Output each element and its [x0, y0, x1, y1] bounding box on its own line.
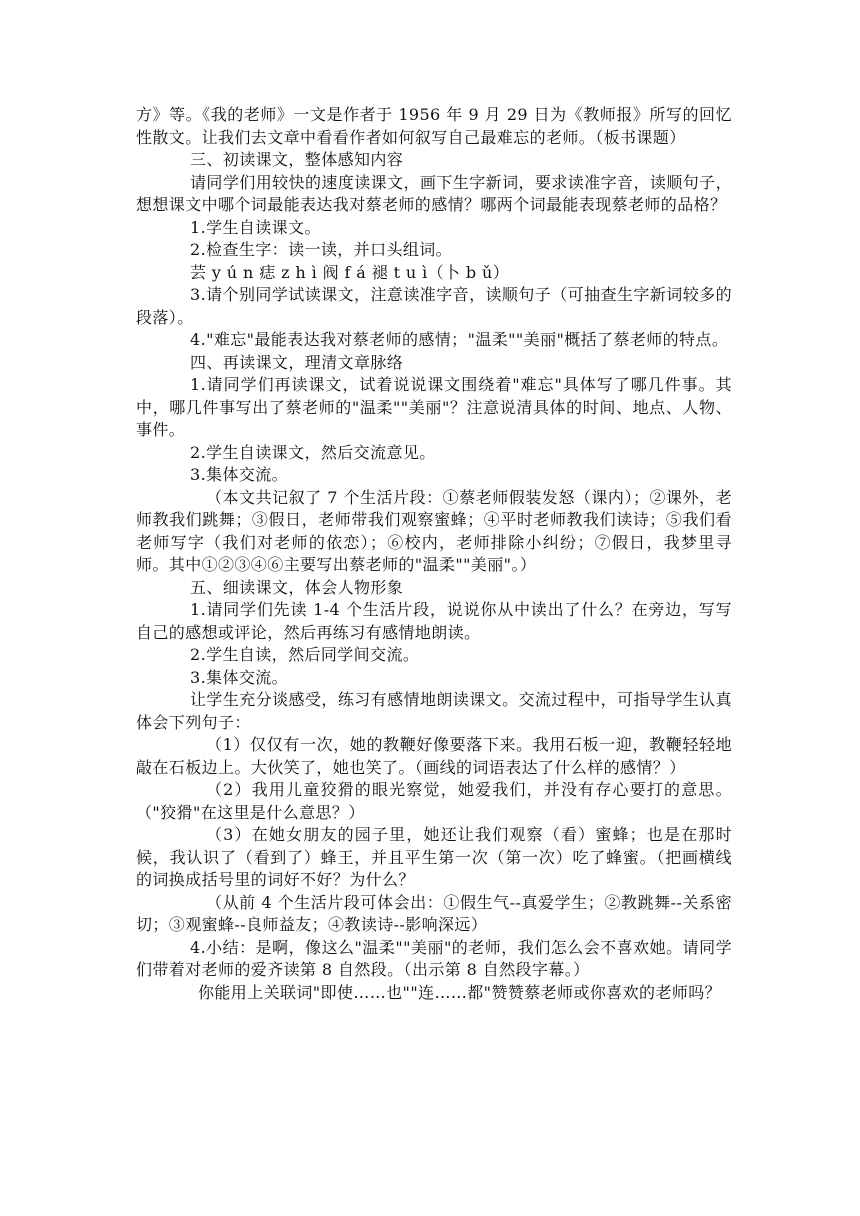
list-item: 2.学生自读，然后同学间交流。 — [190, 645, 420, 664]
example-sentence: （1）仅仅有一次，她的教鞭好像要落下来。我用石板一迎，教鞭轻轻地敲在石板边上。大伙笑了，她也笑了。（画线的词语表达了什么样的感情？） — [136, 735, 732, 777]
section-heading: 五、细读课文，体会人物形象 — [190, 577, 404, 597]
example-sentence: （3）在她女朋友的园子里，她还让我们观察（看）蜜蜂；也是在那时候，我认识了（看到了）蜂王，并且平生第一次（第一次）吃了蜂蜜。（把画横线的词换成括号里的词好不好？为什么？ — [136, 825, 732, 889]
list-item: 1.请同学们再读课文，试着说说课文围绕着"难忘"具体写了哪几件事。其中，哪几件事写出了蔡老师的"温柔""美丽"？注意说清具体的时间、地点、人物、事件。 — [136, 375, 732, 439]
pinyin-line: 芸 y ú n 痣 z h ì 阀 f á 褪 t u ì（卜 b ǔ） — [190, 262, 510, 282]
paragraph: （本文共记叙了 7 个生活片段：①蔡老师假装发怒（课内）；②课外，老师教我们跳舞；③假日，老师带我们观察蜜蜂；④平时老师教我们读诗；⑤我们看老师写字（我们对老师的依恋）；⑥校内，老师排除小纠纷；⑦假日，我梦里寻师。其中①②③④⑥主要写出蔡老师的"温柔""美丽"。） — [136, 487, 732, 574]
list-item: 3.集体交流。 — [190, 465, 289, 484]
list-item: 3.请个别同学试读课文，注意读准字音，读顺句子（可抽查生字新词较多的段落）。 — [136, 285, 732, 327]
paragraph: 让学生充分谈感受，练习有感情地朗读课文。交流过程中，可指导学生认真体会下列句子： — [136, 690, 732, 732]
list-item: 2.检查生字：读一读，并口头组词。 — [190, 240, 453, 259]
list-item: 1.请同学们先读 1-4 个生活片段，说说你从中读出了什么？在旁边，写写自己的感想或评论，然后再练习有感情地朗读。 — [136, 600, 732, 642]
list-item: 4.小结：是啊，像这么"温柔""美丽"的老师，我们怎么会不喜欢她。请同学们带着对老师的爱齐读第 8 自然段。（出示第 8 自然段字幕。） — [136, 937, 732, 979]
paragraph: 请同学们用较快的速度读课文，画下生字新词，要求读准字音，读顺句子，想想课文中哪个词最能表达我对蔡老师的感情？哪两个词最能表现蔡老师的品格？ — [136, 172, 732, 214]
paragraph: 你能用上关联词"即使……也""连……都"赞赞蔡老师或你喜欢的老师吗？ — [198, 982, 722, 1002]
list-item: 2.学生自读课文，然后交流意见。 — [190, 442, 436, 462]
document-body — [136, 104, 732, 1004]
example-sentence: （2）我用儿童狡猾的眼光察觉，她爱我们，并没有存心要打的意思。（"狡猾"在这里是什么意思？） — [136, 780, 732, 822]
section-heading: 三、初读课文，整体感知内容 — [190, 150, 404, 169]
paragraph: 方》等。《我的老师》一文是作者于 1956 年 9 月 29 日为《教师报》所写的回忆性散文。让我们去文章中看看作者如何叙写自己最难忘的老师。（板书课题） — [136, 105, 732, 147]
list-item: 3.集体交流。 — [190, 667, 289, 687]
list-item: 1.学生自读课文。 — [190, 217, 321, 237]
paragraph: （从前 4 个生活片段可体会出：①假生气--真爱学生；②教跳舞--关系密切；③观蜜蜂--良师益友；④教读诗--影响深远） — [136, 892, 732, 934]
list-item: 4."难忘"最能表达我对蔡老师的感情；"温柔""美丽"概括了蔡老师的特点。 — [190, 330, 729, 349]
section-heading: 四、再读课文，理清文章脉络 — [190, 352, 404, 372]
